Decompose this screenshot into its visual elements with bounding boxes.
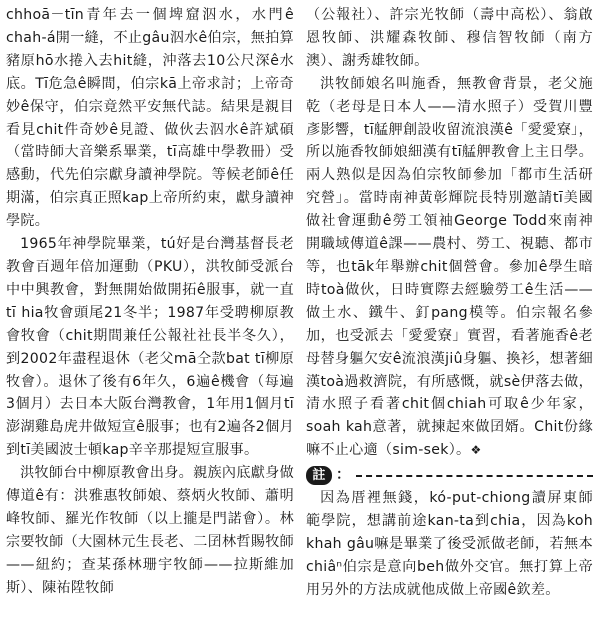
note-header bbox=[306, 464, 593, 487]
paragraph-wife bbox=[306, 73, 593, 462]
paragraph-ministry: 1965年神學院畢業，tú好是台灣基督長老教會百週年倍加運動（PKU），洪牧師受派台中中興教會，對無開始做開拓ê服事，就一直tī hia牧會頭尾21冬半；1987年受聘柳原教會牧會（chit期間兼任公報社社長半冬久），到2002年盡程退休（老父mā仝款bat tī柳原牧會）。退休了後有6年久，6遍ê機會（每遍3個月）去日本大阪台灣教會，1年用1個月tī澎湖雞島虎井做短宣ê服事；也有2遍各2個月到tī美國波士頓kap辛辛那提短宣服事。 bbox=[6, 236, 294, 459]
left-column bbox=[6, 4, 294, 600]
note-text: 因為厝裡無錢，kó-put-chiong讀屏東師範學院，想講前途kan-ta到chia，因為koh khah gâu嘛是畢業了後受派做老師，若無本chiâⁿ伯宗是意向beh做外交官。無打算上帝用另外的方法成就他成做上帝國ê欽差。 bbox=[306, 490, 593, 598]
paragraph-family: 洪牧師台中柳原教會出身。親族內底獻身做傳道ê有：洪雅惠牧師娘、蔡炳火牧師、蕭明峰牧師、羅光作牧師（以上攏是門諾會）。林宗要牧師（大園林元生長老、二囝林哲賜牧師——紐約；查某孫林珊宇牧師——拉斯維加斯）、陳祐陞牧師 bbox=[6, 465, 294, 596]
note-badge: 註 bbox=[306, 466, 332, 485]
paragraph-intro: chhoā－tīn青年去一個埤窟泅水，水門ê chah-á開一縫，不止gâu泅水ê伯宗，無拍算豬原hō水捲入去hit縫，沖落去10公尺深ê水底。Tī危急ê瞬間，伯宗kā上帝求討；上帝奇妙ê保守，伯宗竟然平安無代誌。結果是親目看見chit件奇妙ê見證、做伙去泅水ê許斌碩（當時師大音樂系畢業，tī高雄中學教冊）受感動，代先伯宗獻身讀神學院。等候老師ê任期滿，伯宗真正照kap上帝所約束，獻身讀神學院。 bbox=[6, 7, 294, 230]
note-colon: ： bbox=[336, 467, 351, 484]
note-divider bbox=[356, 475, 593, 477]
paragraph-wife-text: 洪牧師娘名叫施香，無教會背景，老父施乾（老母是日本人——清水照子）受賀川豐彥影響，tī艋舺創設收留流浪漢ê「愛愛寮」，所以施香牧師娘細漢有tī艋舺教會上主日學。兩人熟似是因為伯宗牧師參加「都市生活研究營」。當時南神黃彰輝院長特別邀請tī美國做社會運動ê勞工領袖George Todd來南神開職域傳道ê課——農村、勞工、視聽、都市等，也tāk年舉辦chit個營會。參加ê學生暗時toà做伙，日時實際去經驗勞工ê生活——做土水、鐵牛、釘pang模等。伯宗報名參加，也受派去「愛愛寮」實習，看著施香ê老母替身軀欠安ê流浪漢jiû身軀、換衫，想著細漢toà過救濟院，有所感慨，就sè伊落去做，清水照子看著chit個chiah可取ê少年家，soah kah意著，就揀起來做囝婿。Chit份緣嘛不止心適（sim-sek）。 bbox=[306, 75, 593, 459]
paragraph-family-continued: （公報社）、許宗光牧師（壽中高松）、翁啟恩牧師、洪耀森牧師、穆信智牧師（南方澳）、謝秀雄牧師。 bbox=[306, 7, 593, 69]
end-mark-icon: ❖ bbox=[470, 443, 482, 458]
right-column bbox=[306, 4, 593, 602]
